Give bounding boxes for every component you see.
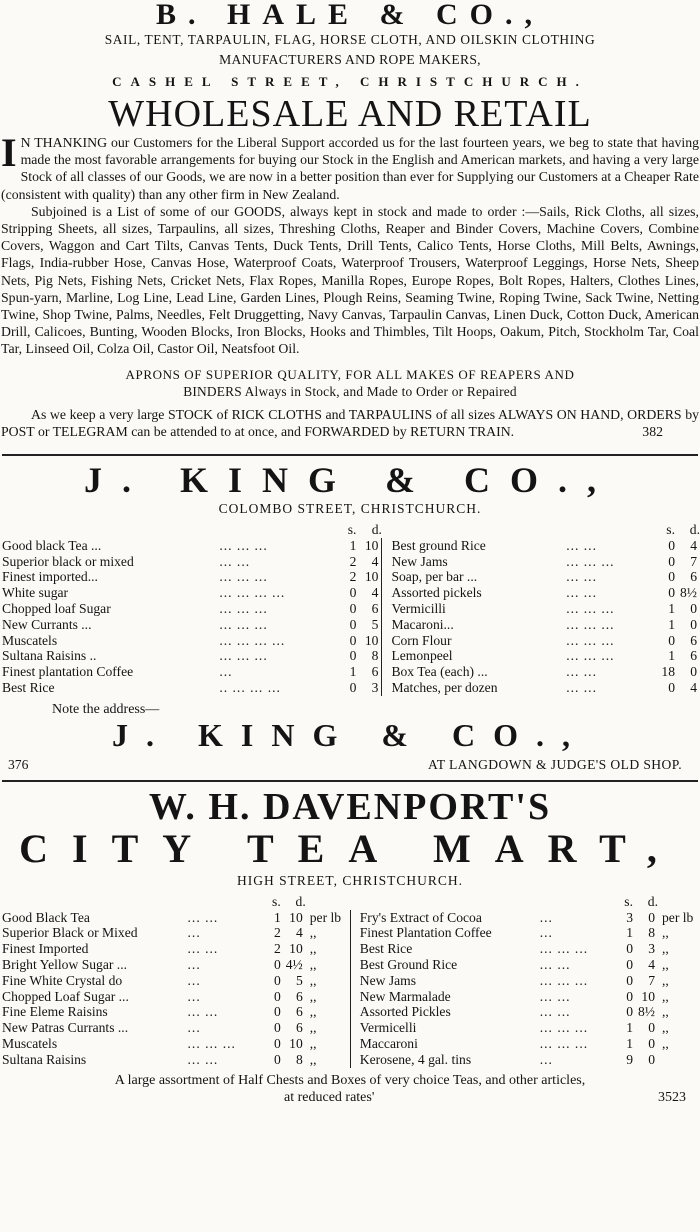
price-shillings: 0 xyxy=(349,648,357,664)
price-shillings: 0 xyxy=(668,537,675,553)
leader-dots: ... ... ... xyxy=(566,648,615,664)
price-pence: 4 xyxy=(371,553,379,569)
price-shillings: 0 xyxy=(626,972,633,988)
price-shillings: 18 xyxy=(661,664,675,680)
hale-aprons-line2: BINDERS Always in Stock, and Made to Order or Repaired xyxy=(183,383,517,399)
davenport-footer-text: at reduced rates' xyxy=(284,1089,375,1105)
price-row xyxy=(0,1020,700,1036)
price-shillings: 1 xyxy=(668,601,675,617)
price-pence: 5 xyxy=(371,616,379,632)
price-unit: ,, xyxy=(662,925,669,941)
price-shillings: 1 xyxy=(626,1020,633,1036)
price-pence: 10 xyxy=(364,537,379,553)
leader-dots: ... xyxy=(187,925,201,941)
king-street: COLOMBO STREET, CHRISTCHURCH. xyxy=(218,501,482,517)
price-unit: ,, xyxy=(309,1051,317,1067)
blank-cell xyxy=(0,894,184,910)
item-name: Finest plantation Coffee xyxy=(2,664,134,680)
blank-cell xyxy=(536,894,611,910)
price-pence: 8½ xyxy=(638,1004,655,1020)
price-shillings: 0 xyxy=(273,972,281,988)
column-separator xyxy=(382,601,392,617)
hale-dropcap: I xyxy=(1,130,17,175)
price-row xyxy=(0,664,700,680)
price-shillings: 2 xyxy=(349,553,357,569)
hale-stock-text: As we keep a very large STOCK of RICK CLOTHS and TARPAULINS of all sizes ALWAYS ON HAND, ORDERS by POST or TELEGRAM can be attended to at once, and FORWARDED by RETURN TRAIN. xyxy=(1,406,699,439)
price-pence: 3 xyxy=(648,941,655,957)
price-shillings: 1 xyxy=(349,537,357,553)
king-ref-number: 376 xyxy=(8,756,29,772)
leader-dots: .. ... ... ... xyxy=(219,680,281,696)
column-separator xyxy=(350,957,360,973)
leader-dots: ... ... xyxy=(566,664,597,680)
price-unit: ,, xyxy=(662,1020,669,1036)
price-unit: ,, xyxy=(662,941,669,957)
price-row xyxy=(0,973,700,989)
price-shillings: 0 xyxy=(273,1004,281,1020)
price-shillings: 0 xyxy=(668,553,675,569)
price-shillings: 0 xyxy=(273,957,281,972)
price-pence: 10 xyxy=(641,988,655,1004)
blank-cell xyxy=(306,894,351,910)
davenport-subtitle: CITY TEA MART, xyxy=(19,825,681,871)
leader-dots: ... ... xyxy=(566,569,597,585)
column-separator xyxy=(382,633,392,649)
price-pence: 4 xyxy=(371,585,379,601)
price-unit: ,, xyxy=(662,1004,669,1020)
hale-ref-number: 382 xyxy=(642,423,663,439)
item-name: Best ground Rice xyxy=(391,537,486,553)
hale-intro-text: N THANKING our Customers for the Liberal Support accorded us for the last fourteen years, we beg to state that having made the most favorable arrangements for buying our Stock in the English and American markets, and having a very large Stock of all classes of our Goods, we are now in a better position than ever for Supplying our Customers at a Cheaper Rate (consistent with quality) than any other firm in New Zealand. xyxy=(1,135,699,202)
price-pence: 5 xyxy=(295,972,303,988)
item-name: Box Tea (each) ... xyxy=(391,664,488,680)
column-separator xyxy=(382,538,392,554)
hale-advert xyxy=(0,0,700,440)
price-row xyxy=(0,941,700,957)
price-unit: ,, xyxy=(309,1004,317,1020)
column-separator xyxy=(350,1036,360,1052)
leader-dots: ... ... xyxy=(187,941,219,957)
item-name: Vermicelli xyxy=(359,1020,417,1036)
price-row xyxy=(0,585,700,601)
price-pence: 6 xyxy=(690,569,697,585)
column-separator xyxy=(382,680,392,696)
item-name: New Jams xyxy=(359,972,417,988)
leader-dots: ... ... ... xyxy=(219,601,268,617)
leader-dots: ... ... ... xyxy=(566,632,615,648)
item-name: Fry's Extract of Cocoa xyxy=(359,909,482,925)
blank-cell xyxy=(391,522,562,538)
item-name: Good black Tea ... xyxy=(2,537,102,553)
item-name: Superior black or mixed xyxy=(2,553,134,569)
price-unit: ,, xyxy=(309,941,317,957)
price-row xyxy=(0,648,700,664)
blank-cell xyxy=(658,894,700,910)
price-pence: 6 xyxy=(371,601,379,617)
price-row xyxy=(0,538,700,554)
price-unit: ,, xyxy=(309,1035,317,1051)
shillings-header: s. xyxy=(624,893,633,909)
davenport-footer-line1: A large assortment of Half Chests and Boxes of very choice Teas, and other articles, xyxy=(114,1072,586,1088)
price-pence: 0 xyxy=(648,1035,655,1051)
price-pence: 10 xyxy=(289,941,303,957)
price-unit xyxy=(658,1052,700,1068)
price-unit: per lb xyxy=(309,909,342,925)
price-pence: 8 xyxy=(295,1051,303,1067)
item-name: Good Black Tea xyxy=(2,909,90,925)
leader-dots: ... ... ... xyxy=(219,569,268,585)
hale-heading: WHOLESALE AND RETAIL xyxy=(108,93,592,135)
leader-dots: ... xyxy=(539,909,553,925)
price-shillings: 0 xyxy=(668,632,675,648)
price-row xyxy=(0,925,700,941)
item-name: Finest imported... xyxy=(2,569,98,585)
price-shillings: 1 xyxy=(273,909,281,925)
price-pence: 7 xyxy=(690,553,697,569)
leader-dots: ... ... ... xyxy=(566,616,615,632)
price-pence: 6 xyxy=(371,664,379,680)
blank-cell xyxy=(562,522,653,538)
column-separator xyxy=(350,894,360,910)
column-separator xyxy=(350,989,360,1005)
shillings-header: s. xyxy=(272,893,281,909)
king-advert xyxy=(0,460,700,778)
price-shillings: 1 xyxy=(668,648,675,664)
column-separator xyxy=(382,648,392,664)
leader-dots: ... xyxy=(539,925,553,941)
item-name: New Marmalade xyxy=(359,988,451,1004)
price-pence: 4 xyxy=(690,680,697,696)
shillings-header: s. xyxy=(666,522,675,538)
price-row xyxy=(0,1004,700,1020)
item-name: Assorted pickels xyxy=(391,585,482,601)
price-pence: 3 xyxy=(371,680,379,696)
pence-header: d. xyxy=(371,522,382,538)
leader-dots: ... ... xyxy=(539,988,571,1004)
price-pence: 10 xyxy=(289,909,303,925)
leader-dots: ... ... ... xyxy=(219,648,268,664)
davenport-footer-line2 xyxy=(0,1089,700,1106)
price-shillings: 1 xyxy=(349,664,357,680)
hale-trades-line: SAIL, TENT, TARPAULIN, FLAG, HORSE CLOTH, AND OILSKIN CLOTHING xyxy=(104,32,596,47)
pence-header: d. xyxy=(689,522,700,538)
price-unit: ,, xyxy=(309,925,317,941)
price-shillings: 0 xyxy=(626,957,633,972)
column-separator xyxy=(350,973,360,989)
hale-address: CASHEL STREET, CHRISTCHURCH. xyxy=(112,74,588,89)
column-separator xyxy=(350,1004,360,1020)
king-note: Note the address— xyxy=(52,701,160,717)
blank-cell xyxy=(360,894,536,910)
price-shillings: 0 xyxy=(349,616,357,632)
leader-dots: ... ... ... xyxy=(187,1035,236,1051)
item-name: White sugar xyxy=(2,585,69,601)
price-pence: 0 xyxy=(690,616,697,632)
leader-dots: ... ... ... xyxy=(566,553,615,569)
price-header-row xyxy=(0,894,700,910)
price-shillings: 0 xyxy=(273,988,281,1004)
price-shillings: 0 xyxy=(668,680,675,696)
price-shillings: 3 xyxy=(626,909,633,925)
king-footer xyxy=(0,752,700,778)
price-pence: 6 xyxy=(690,632,697,648)
item-name: Kerosene, 4 gal. tins xyxy=(359,1051,472,1067)
blank-cell xyxy=(0,522,215,538)
price-row xyxy=(0,957,700,973)
leader-dots: ... ... ... xyxy=(539,1035,589,1051)
column-separator xyxy=(382,664,392,680)
leader-dots: ... ... xyxy=(539,1004,571,1020)
price-row xyxy=(0,1036,700,1052)
price-shillings: 1 xyxy=(668,616,675,632)
shillings-header: s. xyxy=(347,522,357,538)
leader-dots: ... ... ... xyxy=(566,601,615,617)
item-name: Assorted Pickles xyxy=(359,1004,451,1020)
davenport-advert xyxy=(0,786,700,1106)
leader-dots: ... xyxy=(187,1020,201,1036)
davenport-street: HIGH STREET, CHRISTCHURCH. xyxy=(236,872,463,888)
item-name: Chopped loaf Sugar xyxy=(2,601,111,617)
item-name: Maccaroni xyxy=(359,1035,418,1051)
column-separator xyxy=(382,522,392,538)
item-name: New Jams xyxy=(391,553,448,569)
leader-dots: ... ... ... xyxy=(219,537,268,553)
item-name: Matches, per dozen xyxy=(391,680,498,696)
price-shillings: 0 xyxy=(273,1035,281,1051)
price-unit: ,, xyxy=(309,1020,317,1036)
hale-title: B. HALE & CO., xyxy=(155,0,545,31)
price-pence: 8½ xyxy=(680,585,697,601)
item-name: Chopped Loaf Sugar ... xyxy=(2,988,129,1004)
divider-2 xyxy=(2,780,698,782)
price-pence: 4½ xyxy=(285,957,303,972)
price-pence: 10 xyxy=(364,569,379,585)
price-shillings: 0 xyxy=(668,569,675,585)
price-row xyxy=(0,569,700,585)
column-separator xyxy=(350,1052,360,1068)
price-shillings: 0 xyxy=(349,632,357,648)
price-row xyxy=(0,1052,700,1068)
price-row xyxy=(0,554,700,570)
leader-dots: ... ... xyxy=(539,957,571,972)
item-name: New Patras Currants ... xyxy=(2,1020,129,1036)
item-name: Vermicilli xyxy=(391,601,446,617)
price-shillings: 0 xyxy=(349,601,357,617)
price-unit: ,, xyxy=(662,1035,669,1051)
leader-dots: ... ... ... xyxy=(219,616,268,632)
king-title-2: J. KING & CO., xyxy=(112,716,588,753)
king-title: J. KING & CO., xyxy=(84,460,616,501)
price-unit: ,, xyxy=(309,988,317,1004)
column-separator xyxy=(350,1020,360,1036)
leader-dots: ... ... ... ... xyxy=(219,585,286,601)
price-pence: 6 xyxy=(295,1020,303,1036)
leader-dots: ... xyxy=(219,664,233,680)
price-shillings: 0 xyxy=(349,680,357,696)
hale-aprons-line1: APRONS OF SUPERIOR QUALITY, FOR ALL MAKES OF REAPERS AND xyxy=(125,366,575,382)
price-pence: 4 xyxy=(295,925,303,941)
divider-1 xyxy=(2,454,698,456)
davenport-title: W. H. DAVENPORT'S xyxy=(148,785,552,828)
price-pence: 8 xyxy=(648,925,655,941)
leader-dots: ... ... xyxy=(187,1004,219,1020)
leader-dots: ... ... ... ... xyxy=(219,632,286,648)
price-unit: ,, xyxy=(662,957,669,972)
price-pence: 10 xyxy=(289,1035,303,1051)
hale-goods-list: Subjoined is a List of some of our GOODS, always kept in stock and made to order :—Sails, Rick Cloths, all sizes, Stripping Sheets, all sizes, Tarpaulins, all sizes, Threshing Cloths, Reaper and Binder Covers, Machine Covers, Combine Covers, Waggon and Cart Tilts, Canvas Tents, Duck Tents, Drill Tents, Calico Tents, Horse Cloths, Mill Belts, Awnings, Flags, India-rubber Hose, Canvas Hose, Waterproof Coats, Waterproof Trousers, Waterproof Leggings, Horse Nets, Sheep Nets, Pig Nets, Fishing Nets, Cricket Nets, Flax Ropes, Manilla Ropes, Europe Ropes, Bolt Ropes, Halters, Clothes Lines, Spun-yarn, Marline, Log Line, Lead Line, Garden Lines, Plough Reins, Seaming Twine, Roping Twine, Sack Twine, Netting Twine, Shop Twine, Palms, Needles, Felt Druggetting, Navy Canvas, Tarpaulin Canvas, Linen Duck, Cotton Duck, American Drill, Calicoes, Bunting, Wooden Blocks, Iron Blocks, Hooks and Thimbles, Tilt Hoops, Oakum, Pitch, Stockholm Tar, Coal Tar, Linseed Oil, Colza Oil, Castor Oil, Neatsfoot Oil. xyxy=(1,203,699,357)
item-name: Best Ground Rice xyxy=(359,957,458,972)
price-shillings: 2 xyxy=(273,925,281,941)
price-unit: ,, xyxy=(662,972,669,988)
king-footer-text: AT LANGDOWN & JUDGE'S OLD SHOP. xyxy=(427,756,682,772)
price-shillings: 0 xyxy=(626,941,633,957)
leader-dots: ... ... xyxy=(187,909,219,925)
item-name: Finest Plantation Coffee xyxy=(359,925,492,941)
price-shillings: 2 xyxy=(349,569,357,585)
leader-dots: ... ... xyxy=(187,1051,219,1067)
price-header-row xyxy=(0,522,700,538)
item-name: Bright Yellow Sugar ... xyxy=(2,957,127,972)
column-separator xyxy=(382,585,392,601)
price-pence: 6 xyxy=(295,988,303,1004)
price-pence: 6 xyxy=(690,648,697,664)
hale-manufacturers-line: MANUFACTURERS AND ROPE MAKERS, xyxy=(219,52,481,67)
price-unit: ,, xyxy=(662,988,669,1004)
price-pence: 0 xyxy=(690,601,697,617)
item-name: Muscatels xyxy=(2,1035,58,1051)
price-pence: 0 xyxy=(648,909,655,925)
hale-stock-paragraph xyxy=(0,406,700,440)
item-name: Corn Flour xyxy=(391,632,452,648)
item-name: Fine White Crystal do xyxy=(2,972,123,988)
pence-header: d. xyxy=(647,893,658,909)
price-shillings: 1 xyxy=(626,1035,633,1051)
price-shillings: 0 xyxy=(273,1051,281,1067)
column-separator xyxy=(350,925,360,941)
price-row xyxy=(0,617,700,633)
item-name: Sultana Raisins .. xyxy=(2,648,97,664)
blank-cell xyxy=(215,522,334,538)
price-pence: 0 xyxy=(648,1051,655,1067)
price-shillings: 2 xyxy=(273,941,281,957)
column-separator xyxy=(382,554,392,570)
leader-dots: ... ... xyxy=(219,553,251,569)
item-name: Macaroni... xyxy=(391,616,454,632)
price-shillings: 0 xyxy=(626,1004,633,1020)
price-shillings: 0 xyxy=(626,988,633,1004)
leader-dots: ... xyxy=(539,1051,553,1067)
price-unit: ,, xyxy=(309,957,317,972)
item-name: Muscatels xyxy=(2,632,58,648)
item-name: Superior Black or Mixed xyxy=(2,925,138,941)
item-name: Best Rice xyxy=(2,680,55,696)
price-row xyxy=(0,601,700,617)
leader-dots: ... ... ... xyxy=(539,941,589,957)
davenport-price-table xyxy=(0,894,700,1068)
price-shillings: 1 xyxy=(626,925,633,941)
price-pence: 0 xyxy=(648,1020,655,1036)
price-shillings: 0 xyxy=(668,585,675,601)
price-shillings: 0 xyxy=(273,1020,281,1036)
price-unit: per lb xyxy=(662,909,694,925)
item-name: Best Rice xyxy=(359,941,413,957)
blank-cell xyxy=(184,894,259,910)
davenport-ref-number: 3523 xyxy=(658,1089,686,1105)
price-pence: 10 xyxy=(364,632,379,648)
item-name: Finest Imported xyxy=(2,941,89,957)
leader-dots: ... ... ... xyxy=(539,1020,589,1036)
price-pence: 0 xyxy=(690,664,697,680)
column-separator xyxy=(350,941,360,957)
leader-dots: ... ... xyxy=(566,537,597,553)
price-pence: 8 xyxy=(371,648,379,664)
leader-dots: ... xyxy=(187,957,201,972)
price-row xyxy=(0,989,700,1005)
price-row xyxy=(0,680,700,696)
price-shillings: 0 xyxy=(349,585,357,601)
column-separator xyxy=(382,569,392,585)
leader-dots: ... ... ... xyxy=(539,972,589,988)
item-name: Soap, per bar ... xyxy=(391,569,478,585)
price-pence: 6 xyxy=(295,1004,303,1020)
price-shillings: 9 xyxy=(626,1051,633,1067)
king-price-table xyxy=(0,522,700,696)
column-separator xyxy=(350,910,360,926)
price-pence: 4 xyxy=(690,537,697,553)
item-name: Fine Eleme Raisins xyxy=(2,1004,108,1020)
price-pence: 7 xyxy=(648,972,655,988)
leader-dots: ... xyxy=(187,972,201,988)
price-unit: ,, xyxy=(309,972,317,988)
leader-dots: ... ... xyxy=(566,585,597,601)
item-name: Lemonpeel xyxy=(391,648,453,664)
item-name: New Currants ... xyxy=(2,616,92,632)
leader-dots: ... ... xyxy=(566,680,597,696)
column-separator xyxy=(382,617,392,633)
pence-header: d. xyxy=(295,893,306,909)
hale-intro-paragraph xyxy=(0,130,700,203)
price-row xyxy=(0,910,700,926)
leader-dots: ... xyxy=(187,988,201,1004)
price-row xyxy=(0,633,700,649)
item-name: Sultana Raisins xyxy=(2,1051,87,1067)
price-pence: 4 xyxy=(648,957,655,972)
